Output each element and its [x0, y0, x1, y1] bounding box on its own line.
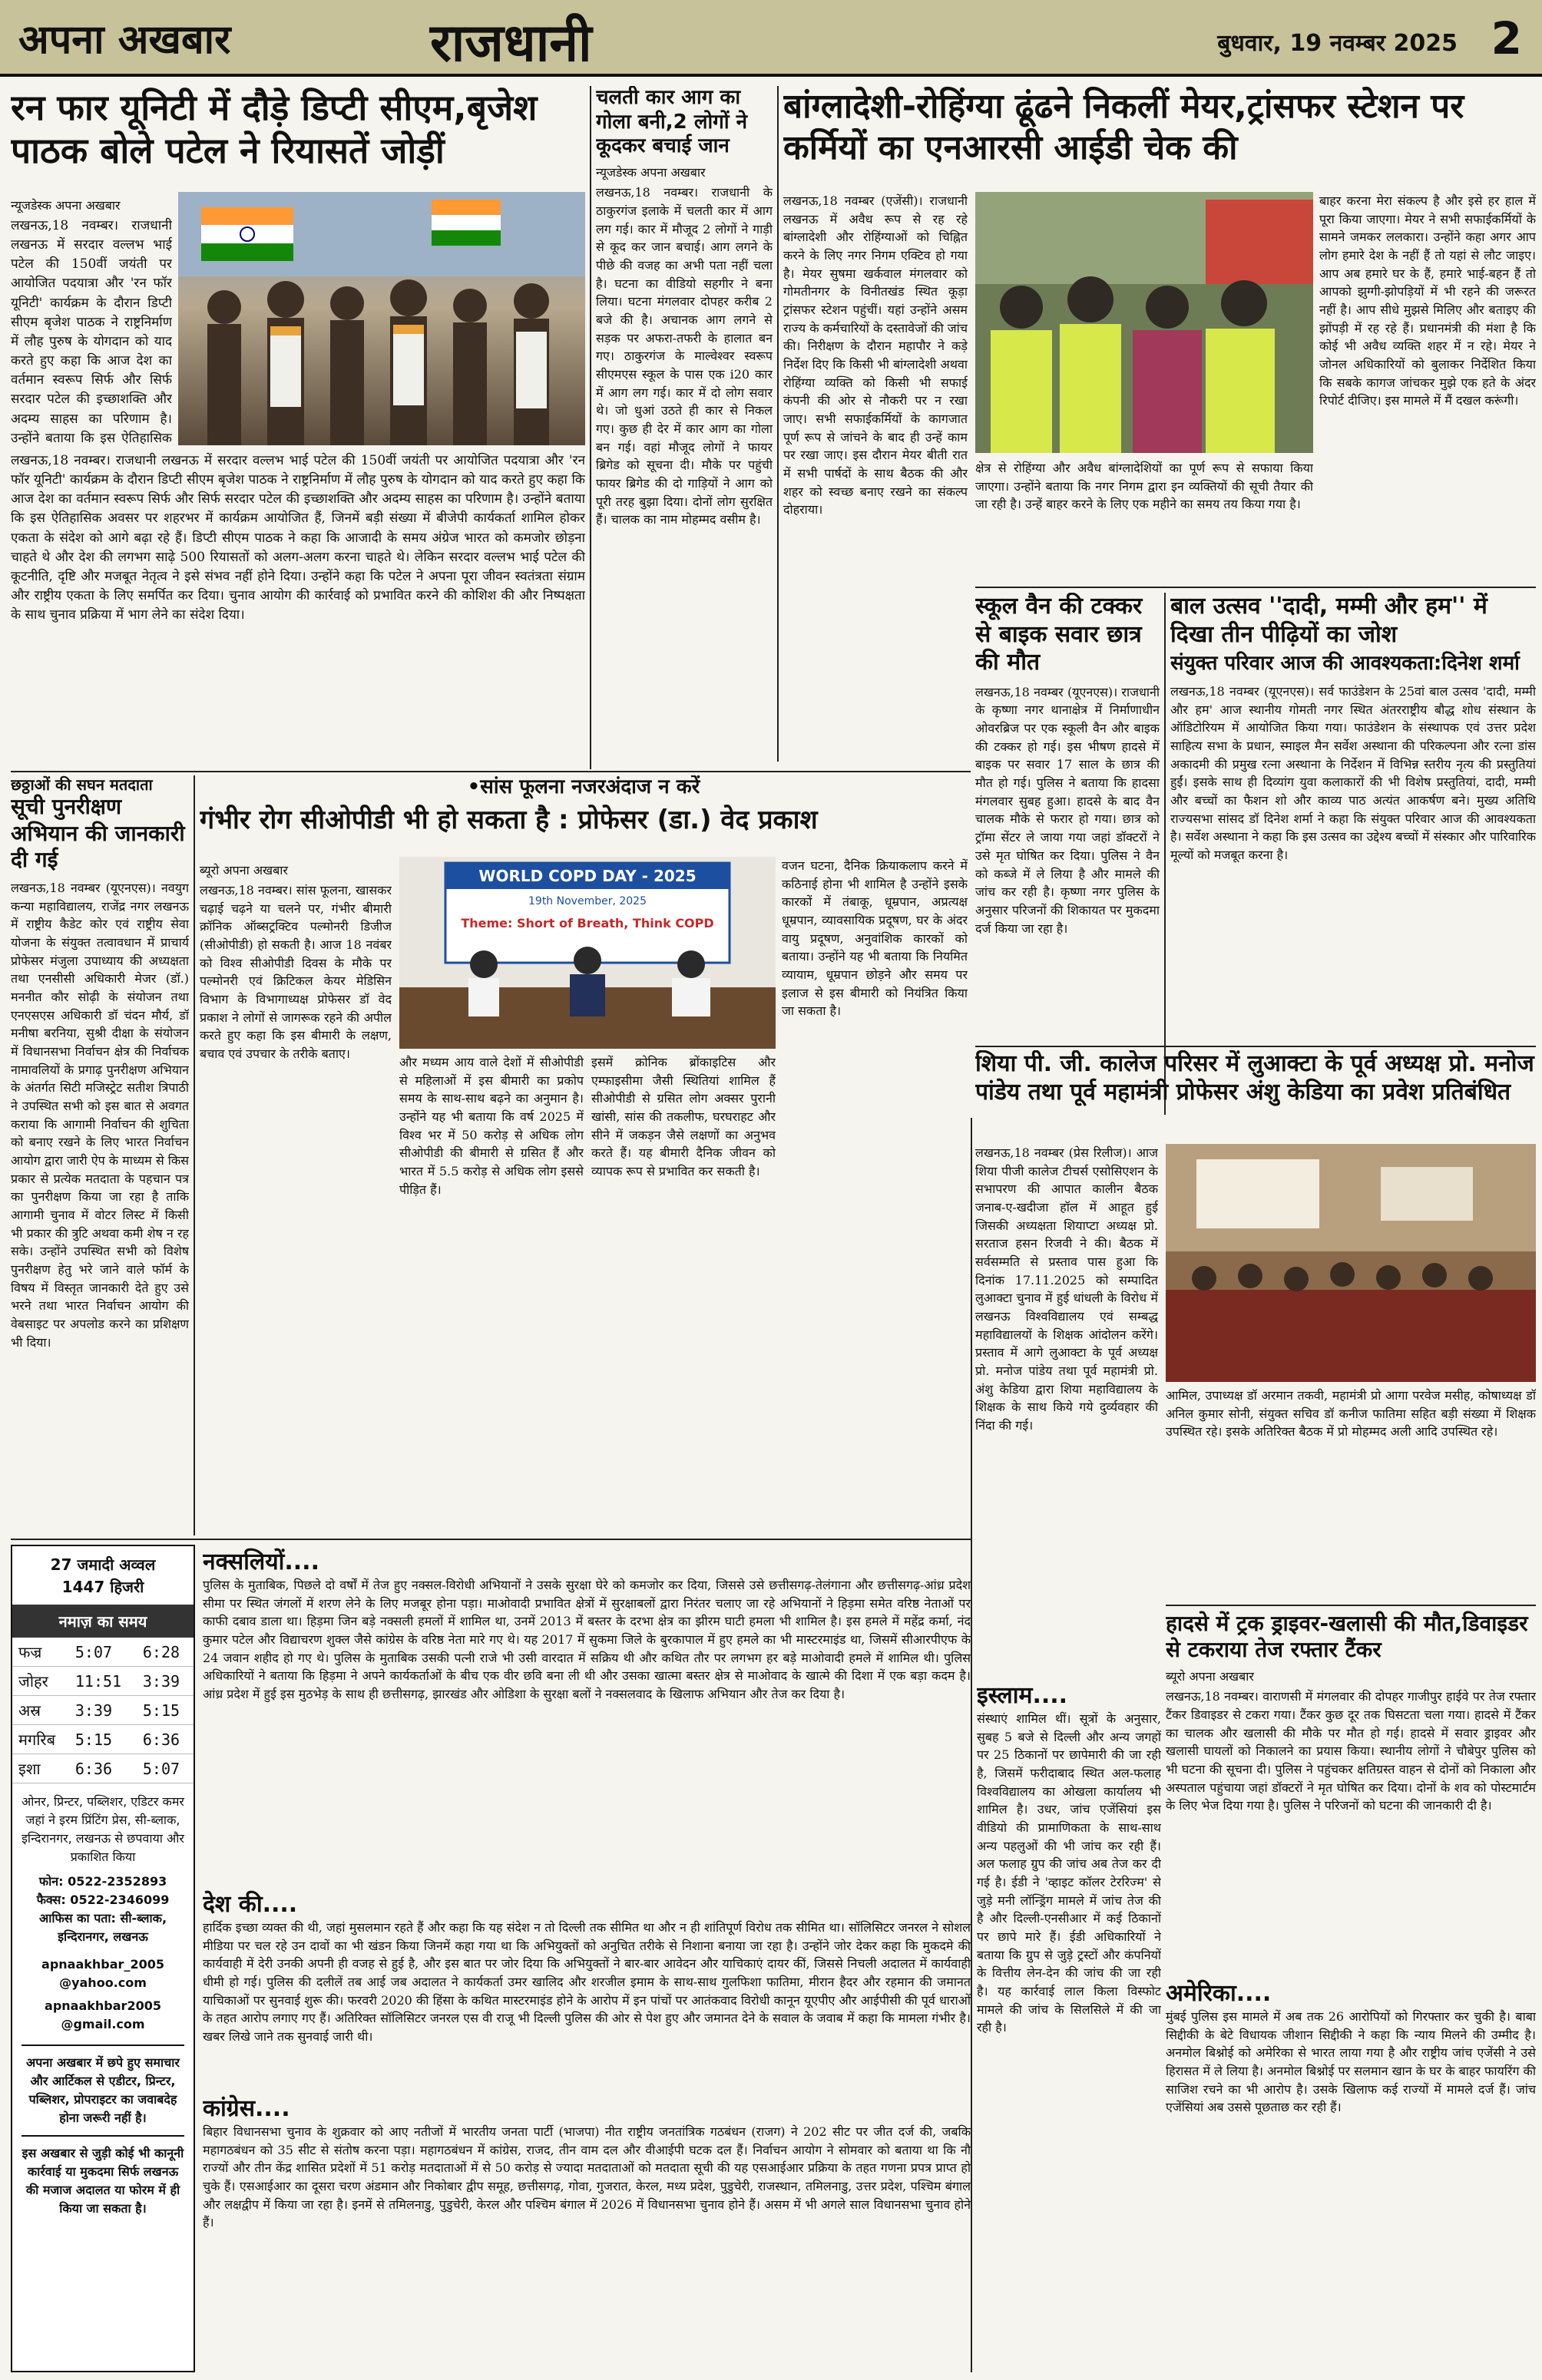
publisher-phone: फोन: 0522-2352893 [38, 1874, 167, 1889]
copd-headline: गंभीर रोग सीओपीडी भी हो सकता है : प्रोफेसर (डा.) वेद प्रकाश [200, 804, 818, 835]
islam-text: संस्थाएं शामिल थीं। सूत्रों के अनुसार, सुबह 5 बजे से दिल्ली और अन्य जगहों पर 25 ठिकानों पर छापेमारी की जा रही है, जिसमें फरीदाबाद स्थित अल-फलाह विश्वविद्यालय का ओखला कार्यालय भी शामिल है। उधर, जांच एजेंसियां इस वीडियो की प्रामाणिकता के साथ-साथ अन्य पहलुओं की भी जांच कर रही हैं। अल फलाह ग्रुप की जांच अब तेज कर दी गई है। ईडी ने 'व्हाइट कॉलर टेररिज्म' से जुड़े मनी लॉन्ड्रिंग मामले में जांच तेज की है और दिल्ली-एनसीआर में कई ठिकानों पर छापे मारे हैं। ईडी अधिकारियों ने बताया कि ग्रुप से जुड़े ट्रस्टों और कंपनियों के वित्तीय लेन-देन की जांच की जा रही है। यह कार्रवाई लाल किला विस्फोट मामले की जांच के सिलसिले में की जा रही है। [977, 1711, 1161, 2035]
prayer-row [12, 1667, 194, 1696]
issue-date: बुधवार, 19 नवम्बर 2025 [1217, 30, 1458, 57]
copd-text-a: लखनऊ,18 नवम्बर। सांस फूलना, खासकर चढ़ाई चढ़ने या चलने पर, गंभीर बीमारी क्रॉनिक ऑब्सट्रक्टिव पल्मोनरी डिजीज (सीओपीडी) हो सकती है। आज 18 नवंबर को विश्व सीओपीडी दिवस के मौके पर पल्मोनरी एवं क्रिटिकल केयर मेडिसिन विभाग के विभागाध्यक्ष प्रोफेसर डॉ वेद प्रकाश ने लोगों से जागरूक रहने की अपील करते हुए कहा कि इस बीमारी के लक्षण, बचाव एवं उपचार के तरीके बताए। [200, 883, 392, 1062]
column-rule [971, 1118, 972, 2372]
email-yahoo: apnaakhbar_2005 @yahoo.com [41, 1957, 164, 1990]
page-number: 2 [1491, 12, 1522, 64]
mayor-text-right: बाहर करना मेरा संकल्प है और इसे हर हाल में पूरा किया जाएगा। मेयर ने सभी सफाईकर्मियों के सामने जमकर ललकारा। उन्होंने कहा अगर आप लोग हमारे देश के नहीं हैं तो यहां से लौट जाइए। आप अब हमारे घर के हैं, हमारे भाई-बहन हैं तो आपको झुग्गी-झोपड़ियों में भी रहने की जरूरत नहीं है। आप सीधे मुझसे मिलिए और बताइए की झोंपड़ी में रह रहे हैं। प्रधानमंत्री की मंशा है कि कोई भी अवैध व्यक्ति शहर में न रहे। मेयर ने जोनल अधिकारियों को बुलाकर निर्देशित किया कि सबके कागज जांचकर मुझे एक हते के अंदर रिपोर्ट दीजिए। इस मामले में मैं दखल करूंगी। [1319, 193, 1536, 408]
prayer-start: 3:39 [69, 1696, 137, 1725]
islam-title: इस्लाम.... [977, 1682, 1068, 1709]
column-rule [590, 86, 591, 769]
copd-text-b: और मध्यम आय वाले देशों में सीओपीडी से महिलाओं में इस बीमारी का प्रकोप समय के साथ-साथ बढ़ने का अनुमान है। उन्होंने यह भी बताया कि वर्ष 2025 में विश्व भर में 50 करोड़ से अधिक लोग सीओपीडी की बीमारी से ग्रसित हैं और भारत में 5.5 करोड़ से अधिक लोग इससे पीड़ित हैं। [399, 1055, 584, 1197]
desh-section [203, 1887, 971, 2087]
column-rule [194, 775, 195, 1535]
section-rule [975, 587, 1536, 588]
van-story [975, 593, 1160, 1115]
unity-headline-block [11, 86, 585, 186]
congress-text: बिहार विधानसभा चुनाव के शुक्रवार को आए नतीजों में भारतीय जनता पार्टी (भाजपा) नीत राष्ट्रीय जनतांत्रिक गठबंधन (राजग) ने 202 सीट पर जीत दर्ज की, जबकि महागठबंधन को 35 सीट से संतोष करना पड़ा। महागठबंधन में कांग्रेस, राजद, तीन वाम दल और वीआईपी घटक दल हैं। निर्वाचन आयोग ने सोमवार को बताया था कि नौ राज्यों और तीन केंद्र शासित प्रदेशों में 51 करोड़ मतदाताओं में से 50 करोड़ से ज्यादा मतदाताओं को मतदाता सूची की यह एसआईआर प्रक्रिया के तहत गणना प्रपत्र प्राप्त हो चुके हैं। एसआईआर का दूसरा चरण अंडमान और निकोबार द्वीप समूह, छत्तीसगढ़, गोवा, गुजरात, केरल, मध्य प्रदेश, पुडुचेरी, राजस्थान, तमिलनाडु, उत्तर प्रदेश, पश्चिम बंगाल और लक्षद्वीप में किया जा रहा है। इनमें से तमिलनाडु, पुडुचेरी, केरल और पश्चिम बंगाल में 2026 में विधानसभा चुनाव होने हैं। असम में भी अगले साल विधानसभा चुनाव होने हैं। [203, 2124, 971, 2230]
mayor-headline: बांग्लादेशी-रोहिंग्या ढूंढने निकलीं मेयर,ट्रांसफर स्टेशन पर कर्मियों का एनआरसी आईडी चेक की [783, 87, 1464, 167]
prayer-row [12, 1754, 194, 1783]
bal-utsav-story [1170, 593, 1536, 1046]
email-gmail: apnaakhbar2005 @gmail.com [45, 1998, 161, 2031]
car-fire-byline: न्यूजडेस्क अपना अखबार [596, 165, 706, 180]
shia-college-photo [1166, 1144, 1536, 1382]
islam-section [977, 1678, 1161, 2369]
islamic-date-line1: 27 जमादी अव्वल [50, 1555, 156, 1574]
unity-body [11, 451, 585, 766]
copd-col-b [399, 1053, 584, 1529]
shia-college-headline: शिया पी. जी. कालेज परिसर में लुआक्टा के पूर्व अध्यक्ष प्रो. मनोज पांडेय तथा पूर्व महामंत्री प्रोफेसर अंशु केडिया का प्रवेश प्रतिबंधित [975, 1050, 1534, 1106]
section-rule [975, 1046, 1536, 1047]
unity-headline: रन फार यूनिटी में दौड़े डिप्टी सीएम,बृजेश पाठक बोले पटेल ने रियासतें जोड़ीं [11, 87, 538, 172]
brand-name: अपना अखबार [18, 17, 231, 63]
copd-banner-date: 19th November, 2025 [528, 895, 647, 907]
bal-subhead: संयुक्त परिवार आज की आवश्यकता:दिनेश शर्मा [1170, 652, 1520, 676]
prayer-name: मगरिब [12, 1725, 69, 1754]
shia-college-text: लखनऊ,18 नवम्बर (प्रेस रिलीज)। आज शिया पीजी कालेज टीचर्स एसोसिएशन के सभापरण की आपात कालीन बैठक जनाब-ए-खदीजा हॉल में आहूत हुई जिसकी अध्यक्षता शियाप्टा अध्यक्ष प्रो. सरताज हसन रिजवी ने की। बैठक में सर्वसम्मति से प्रस्ताव पास हुआ कि दिनांक 17.11.2025 को सम्पादित लुआक्टा चुनाव में हुई धांधली के विरोध में लखनऊ विश्वविद्यालय एवं सम्बद्ध महाविद्यालयों के शिक्षक आंदोलन करेंगे। प्रस्ताव में आगे लुआक्टा के पूर्व अध्यक्ष प्रो. मनोज पांडेय तथा पूर्व महामंत्री प्रो. अंशु केडिया द्वारा शिया महाविद्यालय के शिक्षक के साथ किये गये दुर्व्यवहार की निंदा की गई। [975, 1145, 1158, 1433]
publisher-office: आफिस का पता: सी-ब्लाक, इन्दिरानगर, लखनऊ [38, 1911, 167, 1944]
car-fire-text: लखनऊ,18 नवम्बर। राजधानी के ठाकुरगंज इलाके में चलती कार में आग लग गई। कार में मौजूद 2 लोगों ने गाड़ी से कूद कर जान बचाई। आग लगने के पीछे की वजह का अभी पता नहीं चला है। घटना का वीडियो सहगीर ने बना लिया। घटना मंगलवार दोपहर करीब 2 बजे की है। अचानक आग लगने से सड़क पर अफरा-तफरी के हालात बन गए। ठाकुरगंज के माल्वेश्वर स्वरूप सीएमएस स्कूल के पास एक i20 कार में आग लग गई। कार में दो लोग सवार थे। जो धुआं उठते ही कार से निकल गए। कुछ ही देर में कार आग का गोला बन गई। वहां मौजूद लोगों ने फायर ब्रिगेड को सूचना दी। मौके पर पहुंची फायर ब्रिगेड की दो गाड़ियों ने आग को पूरी तरह बुझा दिया। दोनों लोग सुरक्षित हैं। चालक का नाम मोहम्मद वसीम है। [596, 185, 773, 527]
congress-section [203, 2091, 971, 2372]
truck-text: लखनऊ,18 नवम्बर। वाराणसी में मंगलवार की दोपहर गाजीपुर हाईवे पर तेज रफ्तार टैंकर डिवाइडर से टकरा गया। टैंकर कुछ दूर तक घिसटता चला गया। हादसे में टैंकर का चालक और खलासी की मौके पर मौत हो गई। हादसे में सवार ड्राइवर और खलासी घायलों को निकालने का प्रयास किया। स्थानीय लोगों ने चौबेपुर पुलिस को भी घटना की सूचना दी। पुलिस ने पहुंचकर क्षतिग्रस्त वाहन से दोनों को निकाला और अस्पताल पहुंचाया जहां डॉक्टरों ने मृत घोषित कर दिया। दोनों के शव को पोस्टमार्टम के लिए भेज दिया गया है। पुलिस ने परिजनों को घटना की जानकारी दी है। [1166, 1689, 1536, 1813]
section-rule [11, 771, 971, 772]
naxal-title: नक्सलियों.... [203, 1549, 319, 1575]
prayer-row [12, 1696, 194, 1725]
prayer-end: 6:28 [137, 1638, 194, 1667]
meeting-hall-photo [1166, 1144, 1536, 1382]
van-headline: स्कूल वैन की टक्कर से बाइक सवार छात्र की मौत [975, 593, 1143, 676]
prayer-row [12, 1638, 194, 1667]
masthead [0, 0, 1542, 77]
mayor-col-middle [975, 459, 1313, 582]
prayer-name: अस्र [12, 1696, 69, 1725]
unity-photo [178, 192, 585, 445]
america-section [1166, 1976, 1536, 2372]
mayor-photo [975, 192, 1313, 453]
mayor-headline-block [783, 86, 1536, 186]
truck-headline: हादसे में ट्रक ड्राइवर-खलासी की मौत,डिवाइडर से टकराया तेज रफ्तार टैंकर [1166, 1611, 1528, 1663]
mayor-text-left: लखनऊ,18 नवम्बर (एजेंसी)। राजधानी लखनऊ में अवैध रूप से रह रहे बांग्लादेशी और रोहिंग्याओं को चिह्नित करने के लिए नगर निगम एक्टिव हो गया है। मेयर सुषमा खर्कवाल मंगलवार को गोमतीनगर के विनीतखंड स्थित कूड़ा ट्रांसफर स्टेशन पहुंचीं। यहां उन्होंने असम राज्य के कर्मचारियों के दस्तावेजों की जांच की। निरीक्षण के दौरान महापौर ने कड़े निर्देश दिए कि किसी भी बांग्लादेशी अथवा रोहिंग्या व्यक्ति को किसी भी सफाई कंपनी की ओर से नौकरी पर न रखा जाए। सभी सफाईकर्मियों के कागजात पूर्ण रूप से जांचने के बाद ही उन्हें काम पर रखा जाए। इस दौरान मेयर बीती रात में सभी पार्षदों के साथ बैठक की और शहर को स्वच्छ बनाए रखने का संकल्प दोहराया। [783, 193, 968, 517]
voter-list-headline: सूची पुनरीक्षण अभियान की जानकारी दी गई [11, 794, 185, 872]
mayor-col-right [1319, 192, 1536, 583]
disclaimer-1: अपना अखबार में छपे हुए समाचार और आर्टिकल से एडीटर, प्रिन्टर, पब्लिशर, प्रोपराइटर का जवाबदेह होना जरूरी नहीं है। [22, 2044, 184, 2127]
prayer-start: 5:07 [69, 1638, 137, 1667]
van-text: लखनऊ,18 नवम्बर (यूएनएस)। राजधानी के कृष्णा नगर थानाक्षेत्र में निर्माणाधीन ओवरब्रिज पर एक स्कूली वैन और बाइक की टक्कर हो गई। इस भीषण हादसे में बाइक पर सवार 17 साल के छात्र की मौत हो गई। पुलिस ने बताया कि हादसा मंगलवार सुबह हुआ। हादसे के बाद वैन चालक मौके से फरार हो गया। छात्र को ट्रॉमा सेंटर ले जाया गया जहां डॉक्टरों ने उसे मृत घोषित कर दिया। पुलिस ने वैन को कब्जे में ले लिया है और मामले की जांच कर रही है। कृष्णा नगर पुलिस के अनुसार परिजनों की शिकायत पर मुकदमा दर्ज किया जा रहा है। [975, 684, 1160, 936]
car-fire-story [596, 86, 773, 769]
prayer-name: इशा [12, 1754, 69, 1783]
shia-college-headline-block [975, 1050, 1536, 1139]
copd-col-a [200, 857, 392, 1532]
truck-byline: ब्यूरो अपना अखबार [1166, 1669, 1254, 1684]
bal-text: लखनऊ,18 नवम्बर (यूएनएस)। सर्व फाउंडेशन के 25वां बाल उत्सव 'दादी, मम्मी और हम' आज स्थानीय गोमती नगर स्थित अंतरराष्ट्रीय बौद्ध शोध संस्थान के ऑडिटोरियम में आयोजित किया गया। फाउंडेशन के संस्थापक एवं उत्तर प्रदेश साहित्य सभा के प्रधान, स्माइल मैन सर्वेश अस्थाना की परिकल्पना और रत्ना डांस अकादमी की प्रमुख रत्ना अस्थाना के निर्देशन में विभिन्न स्तरीय नृत्य की प्रस्तुतियां हुईं। इसके साथ ही दिव्यांग युवा कलाकारों की भी विशेष प्रस्तुतियां, दादी, मम्मी और बच्चों का फैशन शो और काव्य पाठ अत्यंत आकर्षण बने। मुख्य अतिथि राज्यसभा सांसद डॉ दिनेश शर्मा ने कहा कि संयुक्त परिवार आज की आवश्यकता है। सर्वेश अस्थाना ने कहा कि इस उत्सव का उद्देश्य बच्चों में संस्कार और पारिवारिक मूल्यों को मजबूत करना है। [1170, 683, 1536, 862]
unity-text-body: लखनऊ,18 नवम्बर। राजधानी लखनऊ में सरदार वल्लभ भाई पटेल की 150वीं जयंती पर आयोजित पदयात्रा और 'रन फॉर यूनिटी' कार्यक्रम के दौरान डिप्टी सीएम बृजेश पाठक ने राष्ट्रनिर्माण में लौह पुरुष के योगदान को याद करते हुए कहा कि आज देश का वर्तमान स्वरूप सिर्फ और सिर्फ सरदार पटेल की इच्छाशक्ति और अदम्य साहस का परिणाम है। उन्होंने बताया कि इस ऐतिहासिक अवसर पर शहरभर में कार्यक्रम आयोजित हैं, जिनमें बड़ी संख्या में बीजेपी कार्यकर्ता शामिल होकर एकता के संदेश को आगे बढ़ा रहे हैं। डिप्टी सीएम पाठक ने कहा कि आजादी के समय अंग्रेज भारत को कमजोर छोड़ना चाहते थे और देश की लगभग साढ़े 500 रियासतों को अलग-अलग करना चाहते थे। लेकिन सरदार वल्लभ भाई पटेल की कूटनीति, दृष्टि और मजबूत नेतृत्व ने इसे संभव नहीं होने दिया। उन्होंने कहा कि पटेल ने अपना पूरा जीवन स्वतंत्रता संग्राम और राष्ट्रीय एकता के लिए समर्पित कर दिया। चुनाव आयोग की कार्रवाई को प्रभावित करने की कोशिश की और निष्पक्षता के साथ चुनाव प्रक्रिया में भाग लेने का संदेश दिया। [11, 453, 585, 623]
prayer-name: जोहर [12, 1667, 69, 1696]
unity-byline: न्यूजडेस्क अपना अखबार [11, 198, 121, 213]
prayer-end: 6:36 [137, 1725, 194, 1754]
copd-text-c: इसमें क्रोनिक ब्रोंकाइटिस और एम्फाइसीमा जैसी स्थितियां शामिल हैं सीओपीडी से ग्रसित लोग अक्सर पुरानी खांसी, सांस की तकलीफ, घरघराहट और सीने में जकड़न जैसे लक्षणों का अनुभव करते हैं। यह बीमारी दैनिक जीवन को व्यापक रूप से प्रभावित कर सकती है। [591, 1055, 776, 1179]
copd-banner-title: WORLD COPD DAY - 2025 [478, 867, 697, 885]
prayer-row [12, 1725, 194, 1754]
prayer-name: फज्र [12, 1638, 69, 1667]
copd-press-photo [399, 857, 776, 1049]
america-text: मुंबई पुलिस इस मामले में अब तक 26 आरोपियों को गिरफ्तार कर चुकी है। बाबा सिद्दीकी के बेटे विधायक जीशान सिद्दीकी ने कहा कि न्याय मिलने की उम्मीद है। अनमोल बिश्नोई को अमेरिका से भारत लाया गया है और राष्ट्रीय जांच एजेंसी ने उसे हिरासत में ले लिया है। अनमोल बिश्नोई पर सलमान खान के घर के बाहर फायरिंग की साजिश रचने का भी आरोप है। उसके खिलाफ कई राज्यों में मामले दर्ज हैं। जांच एजेंसियां अब उससे पूछताछ कर रही हैं। [1166, 2009, 1536, 2115]
section-title: राजधानी [430, 12, 592, 74]
unity-text-intro: लखनऊ,18 नवम्बर। राजधानी लखनऊ में सरदार वल्लभ भाई पटेल की 150वीं जयंती पर आयोजित पदयात्रा और 'रन फॉर यूनिटी' कार्यक्रम के दौरान डिप्टी सीएम बृजेश पाठक ने राष्ट्रनिर्माण में लौह पुरुष के योगदान को याद करते हुए कहा कि आज देश का वर्तमान स्वरूप सिर्फ और सिर्फ सरदार पटेल की इच्छाशक्ति और अदम्य साहस का परिणाम है। उन्होंने बताया कि इस ऐतिहासिक [11, 218, 172, 445]
copd-photo [399, 857, 776, 1049]
truck-story [1166, 1611, 1536, 1972]
shia-college-caption: आमिल, उपाध्यक्ष डॉ अरमान तकवी, महामंत्री प्रो आगा परवेज मसीह, कोषाध्यक्ष डॉ अनिल कुमार सोनी, संयुक्त सचिव डॉ कनीज फातिमा सहित बड़ी संख्या में शिक्षक उपस्थित रहे। इसके अतिरिक्त बैठक में प्रो मोहम्मद अली आदि उपस्थित रहे। [1166, 1388, 1536, 1440]
islamic-date-line2: 1447 हिजरी [61, 1578, 144, 1596]
prayer-start: 11:51 [69, 1667, 137, 1696]
voter-list-story [11, 775, 189, 1535]
column-rule [1164, 593, 1166, 1115]
america-title: अमेरिका.... [1166, 1980, 1272, 2007]
voter-list-kicker: छठ्ठाओं की सघन मतदाता [11, 775, 153, 794]
congress-title: कांग्रेस.... [203, 2095, 290, 2122]
sidebar [11, 1545, 195, 2372]
workers-photo [975, 192, 1313, 453]
prayer-end: 3:39 [137, 1667, 194, 1696]
bal-headline: बाल उत्सव ''दादी, मम्मी और हम'' में दिखा तीन पीढ़ियों का जोश [1170, 593, 1487, 648]
disclaimer-2: इस अखबार से जुड़ी कोई भी कानूनी कार्रवाई या मुकदमा सिर्फ लखनऊ की मजाज अदालत या फोरम में ही किया जा सकता है। [22, 2135, 184, 2218]
copd-byline: ब्यूरो अपना अखबार [200, 863, 288, 878]
shia-college-caption-block [1166, 1387, 1536, 1602]
column-rule [777, 86, 779, 762]
copd-col-c [591, 1053, 776, 1529]
section-rule [11, 1539, 971, 1540]
prayer-start: 6:36 [69, 1754, 137, 1783]
mayor-col-left [783, 192, 968, 760]
prayer-end: 5:15 [137, 1696, 194, 1725]
desh-text: हार्दिक इच्छा व्यक्त की थी, जहां मुसलमान रहते हैं और कहा कि यह संदेश न तो दिल्ली तक सीमित था और न ही शांतिपूर्ण विरोध तक सीमित था। सॉलिसिटर जनरल ने सोशल मीडिया पर चल रहे उन दावों का भी खंडन किया जिनमें कहा गया था कि अभियुक्तों को अनुचित तरीके से निशाना बनाया जा रहा है। उन्होंने जोर देकर कहा कि मुकदमे की कार्यवाही में देरी उनकी अपनी ही वजह से हुई है, और इस बात पर जोर दिया कि अभियुक्तों ने बार-बार आवेदन और याचिकाएं दायर कीं, जिससे निचली अदालत में कार्यवाही धीमी हो गई। पुलिस की दलीलें तब आई जब अदालत ने कार्यकर्ता उमर खालिद और शरजील इमाम के साथ-साथ गुलफिशा फातिमा, मीरान हैदर और रहमान की जमानत याचिकाओं पर सुनवाई शुरू की। फरवरी 2020 की हिंसा के कथित मास्टरमाइंड होने के आरोप में इन पांचों पर आतंकवाद विरोधी कानून यूएपीए और आईपीसी की पूर्व धाराओं के तहत आरोप लगाए गए हैं। अतिरिक्त सॉलिसिटर जनरल एस वी राजू भी दिल्ली पुलिस की ओर से पेश हुए और जमानत देने के सवाल के जवाब में कहा कि मामला गंभीर है। खबर लिखे जाने तक सुनवाई जारी थी। [203, 1920, 971, 2044]
publisher-info [12, 1783, 194, 2218]
shia-college-col-left [975, 1144, 1158, 1674]
mayor-text-middle: क्षेत्र से रोहिंग्या और अवैध बांग्लादेशियों का पूर्ण रूप से सफाया किया जाएगा। उन्होंने बताया कि नगर निगम द्वारा इन व्यक्तियों की सूची तैयार की जा रही है। उन्हें बाहर करने के लिए एक महीने का समय तय किया गया है। [975, 461, 1313, 512]
copd-kicker: •सांस फूलना नजरअंदाज न करें [467, 775, 700, 798]
copd-headline-block [200, 775, 968, 852]
car-fire-headline: चलती कार आग का गोला बनी,2 लोगों ने कूदकर बचाई जान [596, 86, 748, 158]
copd-text-d: वजन घटना, दैनिक क्रियाकलाप करने में कठिनाई होना भी शामिल है उन्होंने इसके कारकों में तंबाकू, धूम्रपान, अप्रत्यक्ष धूम्रपान, व्यावसायिक प्रदूषण, घर के अंदर वायु प्रदूषण, अनुवांशिक कारकों को बताया। उन्होंने यह भी बताया कि नियमित व्यायाम, धूम्रपान छोड़ने और समय पर इलाज से इस बीमारी को नियंत्रित किया जा सकता है। [782, 858, 968, 1019]
publisher-text: ओनर, प्रिन्टर, पब्लिशर, एडिटर कमर जहां ने इरम प्रिंटिंग प्रेस, सी-ब्लाक, इन्दिरानगर, लखनऊ से छपवाया और प्रकाशित किया [22, 1794, 184, 1864]
prayer-start: 5:15 [69, 1725, 137, 1754]
unity-intro [11, 192, 172, 445]
prayer-times-title: नमाज़ का समय [12, 1605, 194, 1638]
rally-crowd-photo [178, 192, 585, 445]
section-rule [1166, 1605, 1536, 1606]
naxal-text: पुलिस के मुताबिक, पिछले दो वर्षों में तेज हुए नक्सल-विरोधी अभियानों ने उसके सुरक्षा घेरे को कमजोर कर दिया, जिससे उसे छत्तीसगढ़-तेलंगाना और छत्तीसगढ़-आंध्र प्रदेश सीमा पर स्थित जंगलों में शरण लेने के लिए मजबूर होना पड़ा। माओवादी प्रभावित क्षेत्रों में सुरक्षाबलों द्वारा निरंतर चलाए जा रहे अभियानों ने हिड़मा समेत वरिष्ठ नेताओं पर काफी दबाव डाला था। हिड़मा जिन बड़े नक्सली हमलों में शामिल था, उनमें 2013 में बस्तर के दरभा क्षेत्र का झीरम घाटी हमला भी शामिल है। इस हमले में महेंद्र कर्मा, नंद कुमार पटेल और विद्याचरण शुक्ल जैसे कांग्रेस के वरिष्ठ नेता मारे गए थे। यह 2017 में सुकमा जिले के बुरकापाल में हुए हमले का भी मास्टरमाइंड था, जिसमें सीआरपीएफ के 24 जवान शहीद हो गए थे। पुलिस के मुताबिक उसकी पत्नी राजे भी उसी वारदात में सक्रिय थी और कथित तौर पर लगभग हर बड़े माओवादी हमले में शामिल थी। पुलिस अधिकारियों ने बताया कि हिड़मा ने अपने कार्यकर्ताओं के बीच एक वीर छवि बना ली थी और उसका खात्मा बस्तर क्षेत्र से माओवाद के खात्मे की दिशा में एक बड़ा कदम है। आंध्र प्रदेश में हुई इस मुठभेड़ के साथ ही छत्तीसगढ़, झारखंड और ओडिशा के सुरक्षा बलों ने नक्सलवाद के खिलाफ अभियान और तेज कर दिया है। [203, 1578, 971, 1702]
copd-banner-theme: Theme: Short of Breath, Think COPD [461, 916, 714, 931]
prayer-end: 5:07 [137, 1754, 194, 1783]
naxal-section [203, 1545, 971, 1883]
prayer-times-table [12, 1638, 194, 1783]
publisher-fax: फैक्स: 0522-2346099 [36, 1892, 170, 1907]
voter-list-text: लखनऊ,18 नवम्बर (यूएनएस)। नवयुग कन्या महाविद्यालय, राजेंद्र नगर लखनऊ में राष्ट्रीय कैडेट कोर एवं राष्ट्रीय सेवा योजना के संयुक्त तत्वावधान में प्राचार्य प्रोफेसर मंजुला उपाध्याय की अध्यक्षता तथा एनसीसी अधिकारी मेजर (डॉ.) मननीत कौर सोढ़ी के संयोजन तथा एनएसएस अधिकारी डॉ चंदन मौर्य, डॉ मनीषा बरनिया, सुश्री दीक्षा के संयोजन में विधानसभा निर्वाचन क्षेत्र की निर्वाचक नामावलियों के प्रगाढ़ पुनरीक्षण अभियान के अंतर्गत सिटी मजिस्ट्रेट सतीश त्रिपाठी ने उपस्थित सभी को इस बात से अवगत कराया कि आगामी निर्वाचन की शुचिता को बनाए रखने के लिए भारत निर्वाचन आयोग द्वारा जारी ऐप के माध्यम से किस प्रकार से प्रत्येक मतदाता के पहचान पत्र का पुनरीक्षण किया जा रहा है ताकि आगामी चुनाव में वोटर लिस्ट में किसी भी प्रकार की त्रुटि अथवा कमी शेष न रह सके। उन्होंने उपस्थित सभी को विशेष पुनरीक्षण हेतु भरे जाने वाले फॉर्म के विषय में विस्तृत जानकारी देते हुए उसे भरने तथा भारत निर्वाचन आयोग की वेबसाइट पर अपलोड करने का प्रशिक्षण भी दिया। [11, 880, 189, 1350]
desh-title: देश की.... [203, 1891, 298, 1918]
copd-col-d [782, 857, 968, 1532]
